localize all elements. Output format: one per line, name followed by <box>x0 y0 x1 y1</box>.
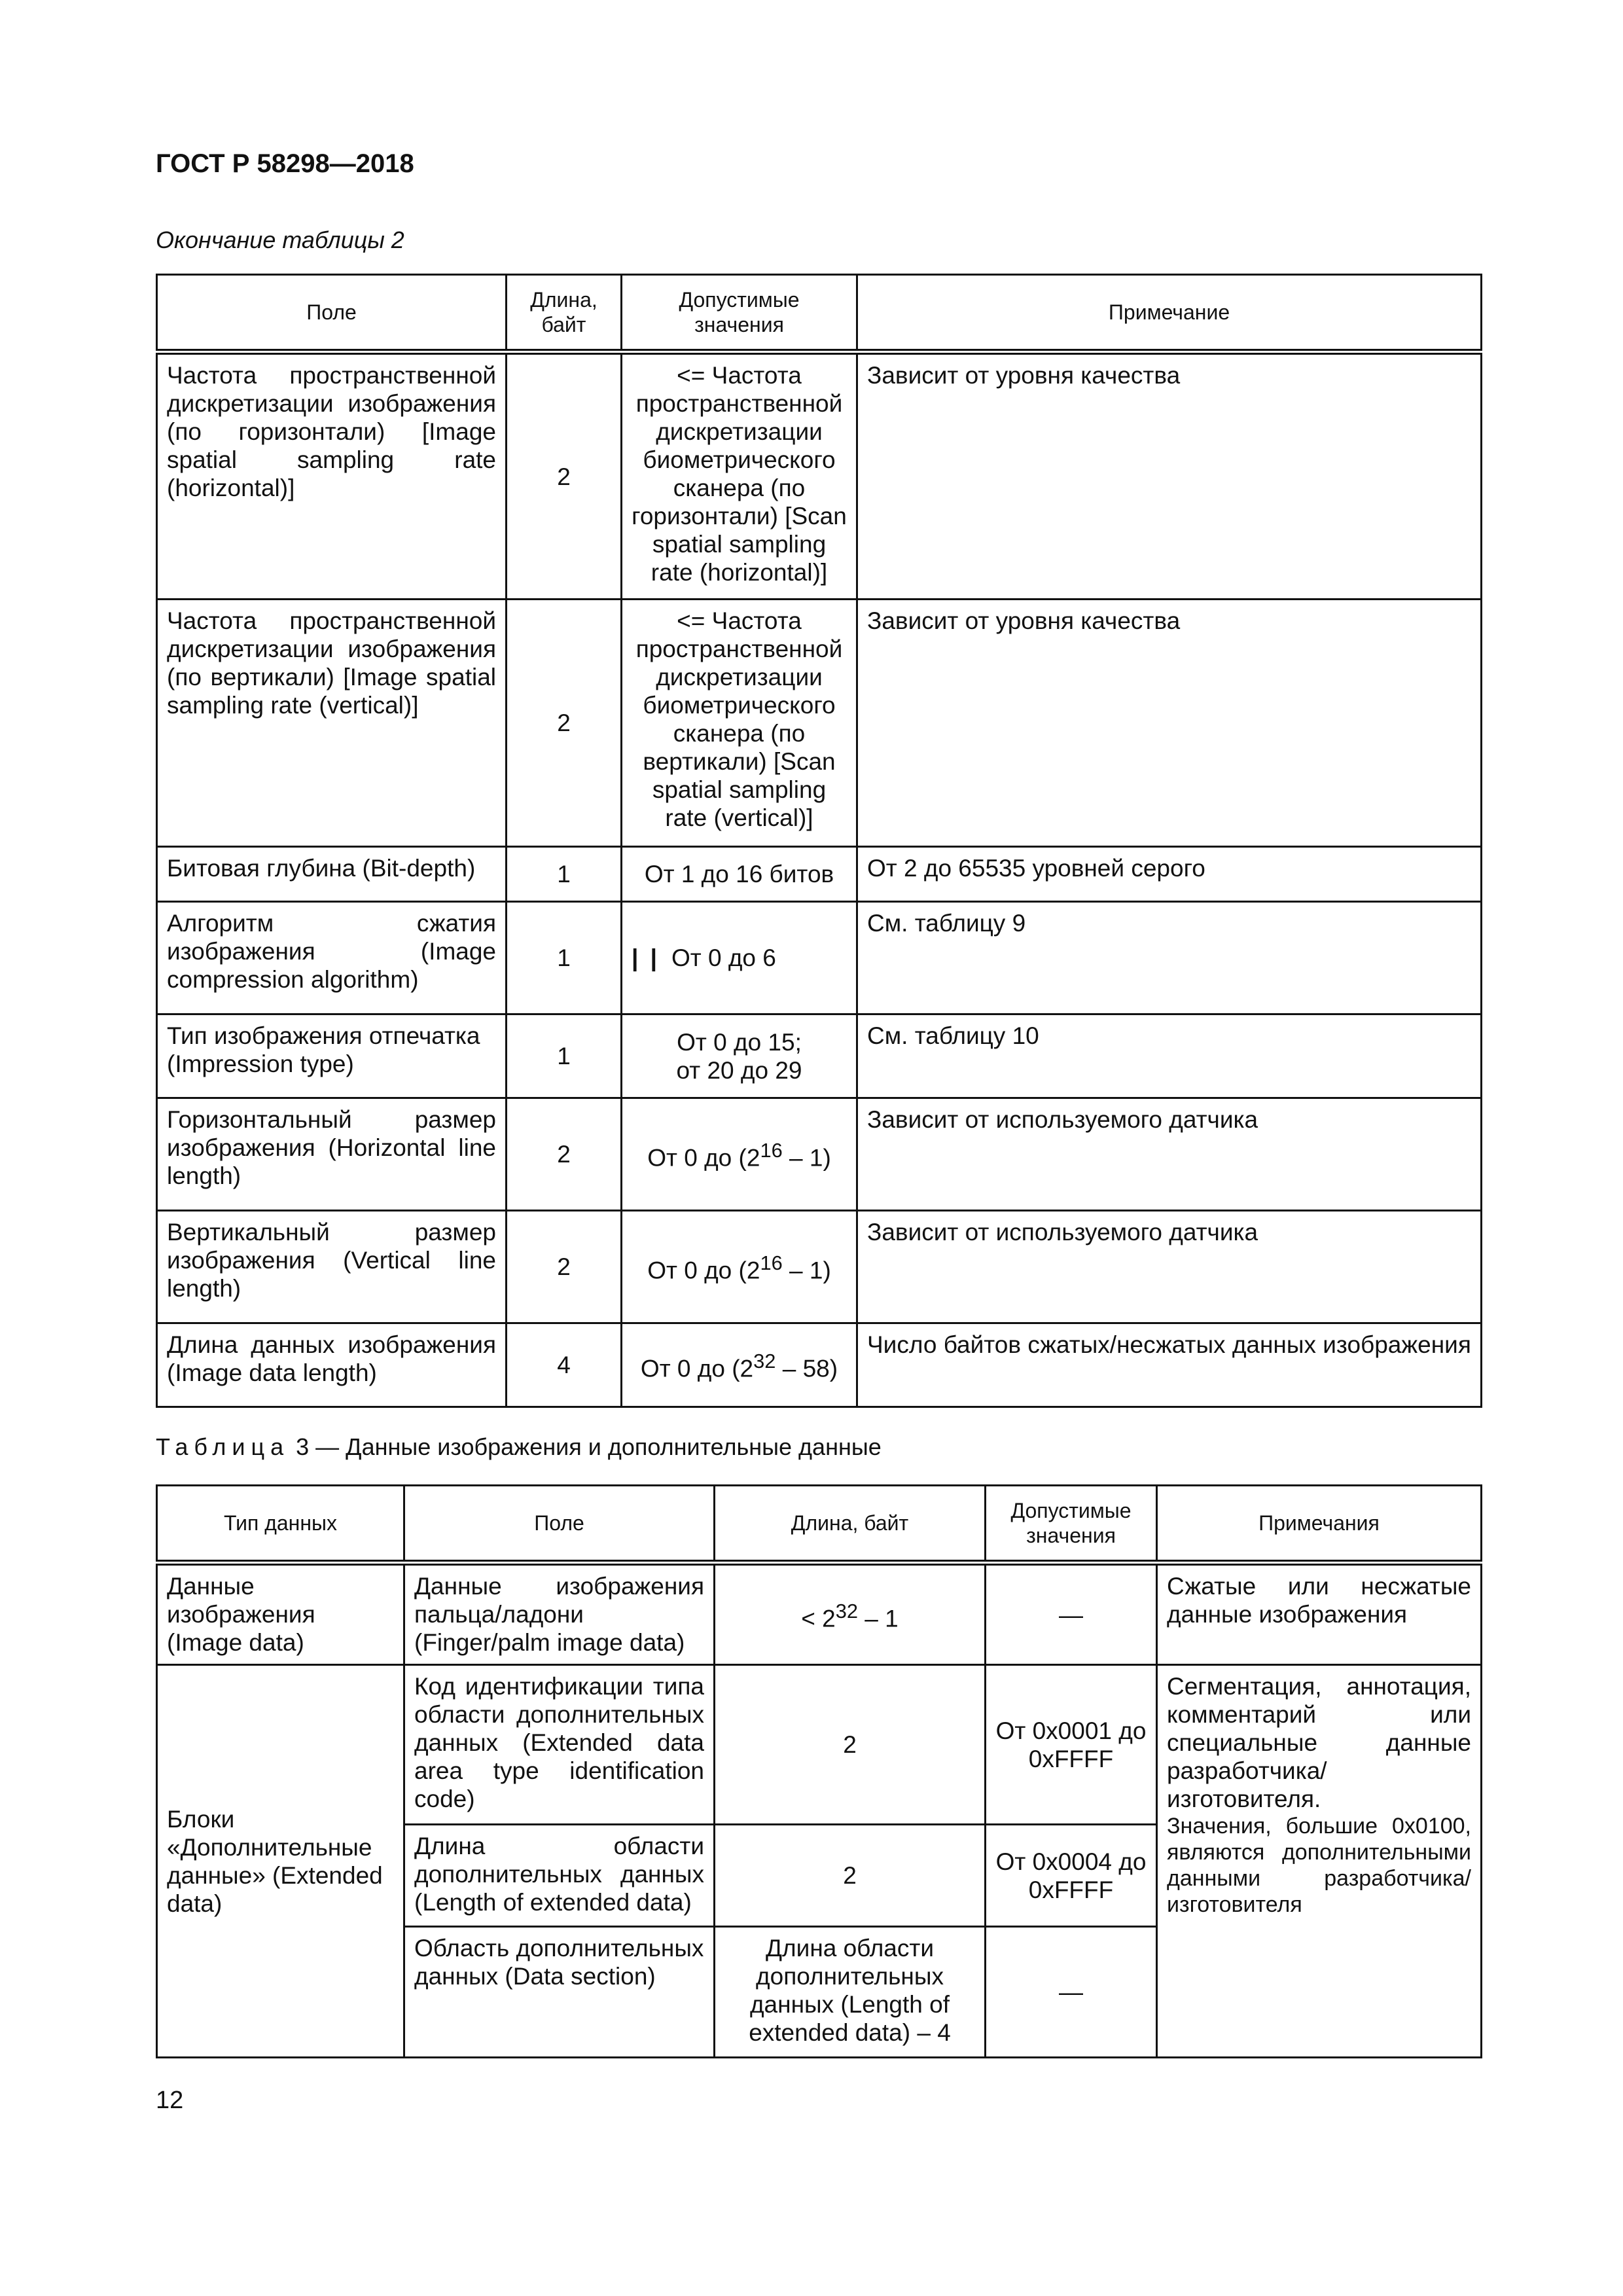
column-header-notes: Примечания <box>1157 1486 1482 1563</box>
page-number: 12 <box>156 2087 184 2114</box>
column-header-field: Поле <box>404 1486 715 1563</box>
values-exponent: 16 <box>760 1139 783 1162</box>
values-cell: <= Частота пространственной дискретизации биометрического сканера (по вертикали) [Scan spatial sampling rate (vertical)] <box>622 600 857 847</box>
field-cell: Длина области дополнительных данных (Length of extended data) <box>404 1825 715 1927</box>
length-cell: 2 <box>507 600 622 847</box>
table-3-caption-text: 3 — Данные изображения и дополнительные данные <box>289 1433 882 1460</box>
values-cell <box>622 1211 857 1323</box>
length-cell: 1 <box>507 847 622 902</box>
table-row <box>157 1014 1482 1098</box>
length-cell: 4 <box>507 1323 622 1407</box>
length-exponent: 32 <box>835 1599 859 1623</box>
field-cell: Горизонтальный размер изображения (Horizontal line length) <box>157 1098 507 1211</box>
table-continuation-caption: Окончание таблицы 2 <box>156 226 404 253</box>
field-cell: Частота пространственной дискретизации изображения (по горизонтали) [Image spatial sampling rate (horizontal)] <box>157 352 507 600</box>
length-cell: 2 <box>507 1211 622 1323</box>
table-row <box>157 352 1482 600</box>
values-text: – 1) <box>782 1257 831 1284</box>
length-cell: 1 <box>507 902 622 1014</box>
values-cell <box>622 902 857 1014</box>
data-type-cell: Данные изображения (Image data) <box>157 1563 404 1665</box>
column-header-values: Допустимые значения <box>622 275 857 352</box>
values-cell <box>622 1014 857 1098</box>
field-cell: Вертикальный размер изображения (Vertical line length) <box>157 1211 507 1323</box>
length-cell: 2 <box>507 1098 622 1211</box>
note-cell: См. таблицу 10 <box>857 1014 1482 1098</box>
field-cell: Код идентификации типа области дополнительных данных (Extended data area type identification code) <box>404 1665 715 1825</box>
values-cell: <= Частота пространственной дискретизации биометрического сканера (по горизонтали) [Scan spatial sampling rate (horizontal)] <box>622 352 857 600</box>
length-cell <box>715 1563 986 1665</box>
field-cell: Битовая глубина (Bit-depth) <box>157 847 507 902</box>
field-cell: Тип изображения отпечатка (Impression type) <box>157 1014 507 1098</box>
values-cell <box>622 1323 857 1407</box>
length-cell: 1 <box>507 1014 622 1098</box>
note-cell: От 2 до 65535 уровней серого <box>857 847 1482 902</box>
table-row <box>157 600 1482 847</box>
data-type-cell: Блоки «Дополнительные данные» (Extended data) <box>157 1665 404 2058</box>
values-cell: — <box>986 1563 1157 1665</box>
note-cell: Зависит от уровня качества <box>857 600 1482 847</box>
length-cell: 2 <box>715 1825 986 1927</box>
field-cell: Длина данных изображения (Image data length) <box>157 1323 507 1407</box>
notes-part-2: Значения, большие 0x0100, являются дополнительными данными разработчика/изготовителя <box>1167 1814 1471 1917</box>
values-text: От 0 до (2 <box>647 1257 760 1284</box>
length-text: < 2 <box>801 1605 836 1632</box>
standard-title: ГОСТ Р 58298—2018 <box>156 149 414 178</box>
field-cell: Алгоритм сжатия изображения (Image compression algorithm) <box>157 902 507 1014</box>
column-header-values: Допустимые значения <box>986 1486 1157 1563</box>
values-exponent: 32 <box>753 1350 776 1373</box>
note-cell: Зависит от используемого датчика <box>857 1098 1482 1211</box>
length-cell: 2 <box>715 1665 986 1825</box>
column-header-length: Длина, байт <box>715 1486 986 1563</box>
table-row <box>157 902 1482 1014</box>
values-exponent: 16 <box>760 1251 783 1275</box>
table-3 <box>156 1484 1482 2058</box>
table-row <box>157 1563 1482 1665</box>
table-3-caption <box>156 1433 882 1461</box>
table-row <box>157 847 1482 902</box>
values-cell: От 0x0004 до 0xFFFF <box>986 1825 1157 1927</box>
values-text: – 58) <box>776 1355 838 1382</box>
notes-cell <box>1157 1665 1482 2058</box>
length-cell: 2 <box>507 352 622 600</box>
table-3-caption-prefix: Таблица <box>156 1433 290 1460</box>
notes-cell: Сжатые или несжатые данные изображения <box>1157 1563 1482 1665</box>
values-text: – 1) <box>782 1144 831 1172</box>
table-row <box>157 1665 1482 1825</box>
table-row <box>157 1211 1482 1323</box>
column-header-data-type: Тип данных <box>157 1486 404 1563</box>
values-cell <box>622 1098 857 1211</box>
note-cell: Число байтов сжатых/несжатых данных изображения <box>857 1323 1482 1407</box>
field-cell: Данные изображения пальца/ладони (Finger/palm image data) <box>404 1563 715 1665</box>
table-header-row <box>157 275 1482 352</box>
field-cell: Область дополнительных данных (Data section) <box>404 1927 715 2058</box>
column-header-field: Поле <box>157 275 507 352</box>
table-header-row <box>157 1486 1482 1563</box>
values-text: От 0 до (2 <box>640 1355 754 1382</box>
margin-mark: | | <box>632 944 660 971</box>
column-header-note: Примечание <box>857 275 1482 352</box>
table-2 <box>156 274 1482 1408</box>
values-text: От 0 до (2 <box>647 1144 760 1172</box>
values-line: От 0 до 15; <box>677 1028 802 1056</box>
length-cell: Длина области дополнительных данных (Length of extended data) – 4 <box>715 1927 986 2058</box>
notes-part-1: Сегментация, аннотация, комментарий или специальные данные разработчика/изготовителя. <box>1167 1673 1471 1812</box>
values-cell: — <box>986 1927 1157 2058</box>
column-header-length: Длина, байт <box>507 275 622 352</box>
field-cell: Частота пространственной дискретизации изображения (по вертикали) [Image spatial sampling rate (vertical)] <box>157 600 507 847</box>
length-text: – 1 <box>858 1605 899 1632</box>
values-cell: От 1 до 16 битов <box>622 847 857 902</box>
note-cell: Зависит от используемого датчика <box>857 1211 1482 1323</box>
note-cell: См. таблицу 9 <box>857 902 1482 1014</box>
values-cell: От 0x0001 до 0xFFFF <box>986 1665 1157 1825</box>
values-line: от 20 до 29 <box>676 1056 802 1084</box>
note-cell: Зависит от уровня качества <box>857 352 1482 600</box>
table-row <box>157 1323 1482 1407</box>
table-row <box>157 1098 1482 1211</box>
values-text: От 0 до 6 <box>671 944 776 971</box>
